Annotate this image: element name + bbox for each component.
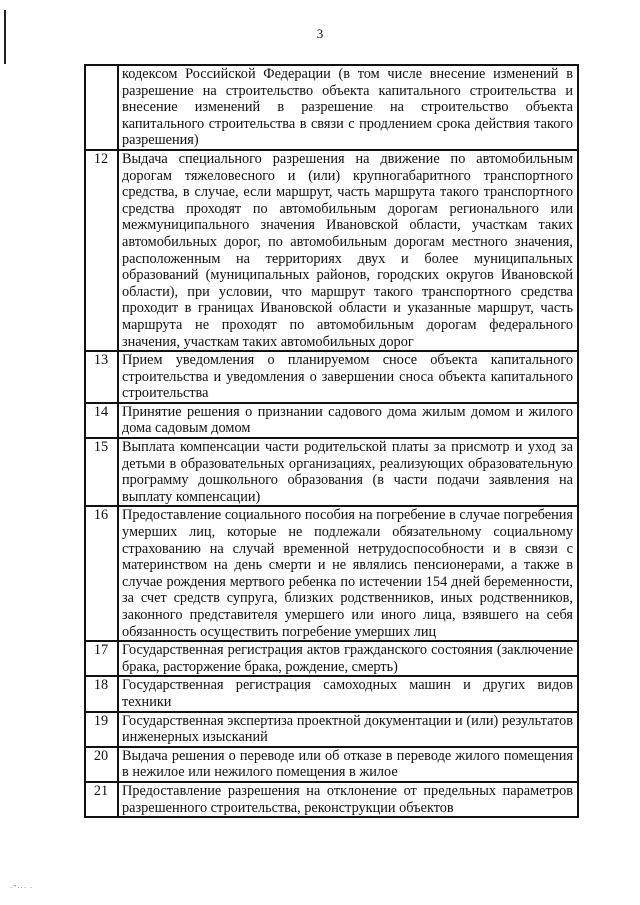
row-number: 17	[85, 641, 118, 676]
row-number: 15	[85, 438, 118, 506]
row-number: 13	[85, 351, 118, 403]
scan-artifact-mark: ·″··· ·	[10, 884, 34, 892]
table-row	[85, 403, 578, 438]
table-row	[85, 712, 578, 747]
row-text: кодексом Российской Федерации (в том числе внесение изменений в разрешение на строительство объекта капитального строительства и внесение изменений в разрешение на строительство объекта капитального строительства в связи с продлением срока действия такого разрешения)	[118, 65, 578, 150]
row-text: Прием уведомления о планируемом сносе объекта капитального строительства и уведомления о завершении сноса объекта капитального строительства	[118, 351, 578, 403]
table-row	[85, 747, 578, 782]
row-number: 21	[85, 782, 118, 817]
table-row	[85, 506, 578, 641]
row-number: 18	[85, 676, 118, 711]
row-text: Предоставление разрешения на отклонение от предельных параметров разрешенного строительства, реконструкции объектов	[118, 782, 578, 817]
row-number: 19	[85, 712, 118, 747]
row-text: Выплата компенсации части родительской платы за присмотр и уход за детьми в образовательных организациях, реализующих образовательную программу дошкольного образования (в части подачи заявления на выплату компенсации)	[118, 438, 578, 506]
table-row	[85, 676, 578, 711]
row-text: Государственная регистрация актов гражданского состояния (заключение брака, расторжение брака, рождение, смерть)	[118, 641, 578, 676]
row-number: 14	[85, 403, 118, 438]
table-row	[85, 782, 578, 817]
row-text: Выдача специального разрешения на движение по автомобильным дорогам тяжеловесного и (или) крупногабаритного транспортного средства, в случае, если маршрут, часть маршрута такого транспортного средства проходят по автомобильным дорогам регионального или межмуниципального значения Ивановской области, участкам таких автомобильных дорог, по автомобильным дорогам местного значения, расположенным на территориях двух и более муниципальных образований (муниципальных районов, городских округов Ивановской области), при условии, что маршрут такого транспортного средства проходит в границах Ивановской области и указанные маршрут, часть маршрута не проходят по автомобильным дорогам федерального значения, участкам таких автомобильных дорог	[118, 150, 578, 351]
row-text: Государственная экспертиза проектной документации и (или) результатов инженерных изысканий	[118, 712, 578, 747]
page-number: 3	[316, 26, 324, 41]
table-row	[85, 641, 578, 676]
row-text: Выдача решения о переводе или об отказе в переводе жилого помещения в нежилое или нежилого помещения в жилое	[118, 747, 578, 782]
table-row	[85, 65, 578, 150]
services-table	[84, 64, 579, 818]
row-number	[85, 65, 118, 150]
row-number: 16	[85, 506, 118, 641]
row-text: Предоставление социального пособия на погребение в случае погребения умерших лиц, которые не подлежали обязательному социальному страхованию на случай временной нетрудоспособности и в связи с материнством на день смерти и не являлись пенсионерами, а также в случае рождения мертвого ребенка по истечении 154 дней беременности, за счет средств супруга, близких родственников, иных родственников, законного представителя умершего или иного лица, взявшего на себя обязанность осуществить погребение умерших лиц	[118, 506, 578, 641]
row-text: Государственная регистрация самоходных машин и других видов техники	[118, 676, 578, 711]
row-text: Принятие решения о признании садового дома жилым домом и жилого дома садовым домом	[118, 403, 578, 438]
table-row	[85, 438, 578, 506]
row-number: 20	[85, 747, 118, 782]
row-number: 12	[85, 150, 118, 351]
table-row	[85, 351, 578, 403]
table-row	[85, 150, 578, 351]
